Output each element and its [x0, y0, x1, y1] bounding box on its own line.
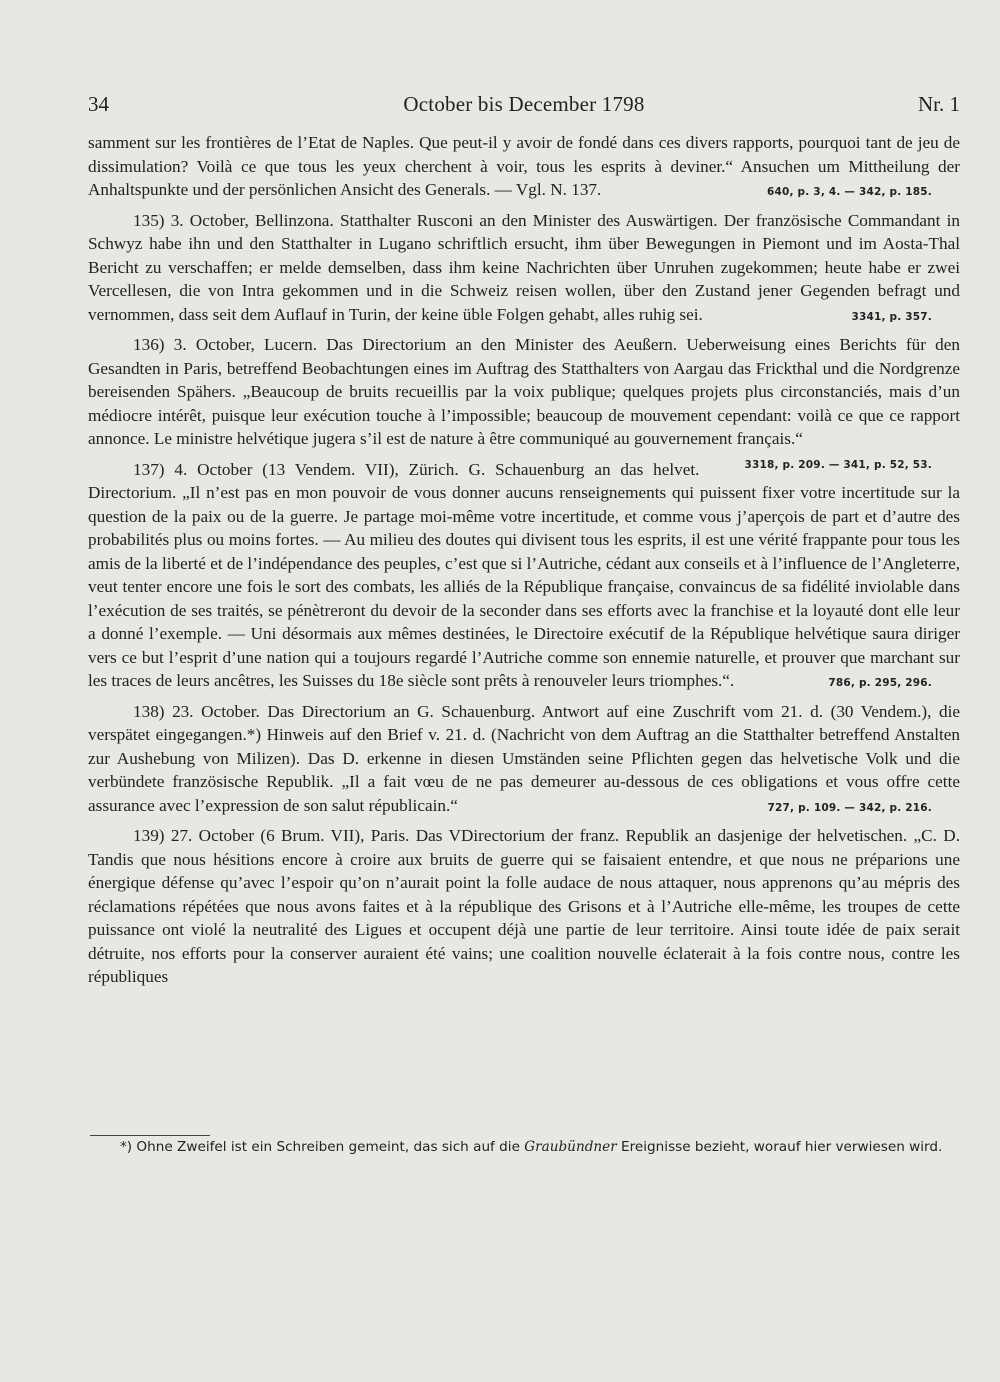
- volume-number: Nr. 1: [918, 92, 960, 116]
- page-header: [88, 92, 960, 122]
- footnote-suffix: Ereignisse bezieht, worauf hier verwiesen wird.: [621, 1139, 943, 1155]
- archive-reference: 3318, p. 209. — 341, p. 52, 53.: [744, 458, 932, 471]
- entry-137: [88, 458, 960, 693]
- paragraph-text: 137) 4. October (13 Vendem. VII), Zürich. G. Schauenburg an das helvet. Directorium. „Il n’est pas en mon pouvoir de vous donner aucuns renseignements qui puissent fixer votre incertitude sur la question de la paix ou de la guerre. Je partage moi-même votre incertitude, et comme vous j’aperçois de part et d’autre des probabilités plus ou moins fortes. — Au milieu des doutes qui divisent tous les esprits, il est une vérité frappante pour tous les amis de la liberté et de l’indépendance des peuples, c’est que si l’Autriche, cédant aux conseils et à l’influence de l’Angleterre, veut tenter encore une fois le sort des combats, les alliés de la République française, convaincus de sa fidélité inviolable dans l’exécution de ses traités, se pénètreront du devoir de la seconder dans ses efforts avec la franchise et la loyauté dont elle leur a donné l’exemple. — Uni désormais aux mêmes destinées, le Directoire exécutif de la République helvétique saura diriger vers ce but l’esprit d’une nation qui a toujours regardé l’Autriche comme son ennemie naturelle, et prouver que marchant sur les traces de leurs ancêtres, les Suisses du 18e siècle sont prêts à renouveler leurs triomphes.“.: [88, 459, 960, 690]
- archive-reference: 640, p. 3, 4. — 342, p. 185.: [766, 186, 932, 198]
- running-title: October bis December 1798: [403, 92, 645, 116]
- entry-136: [88, 333, 960, 471]
- paragraph-text: 138) 23. October. Das Directorium an G. Schauenburg. Antwort auf eine Zuschrift vom 21. d. (30 Vendem.), die verspätet eingegangen.*) Hinweis auf den Brief v. 21. d. (Nachricht von dem Auftrag an die Statthalter betreffend Anstalten zur Aushebung von Milizen). Das D. erkenne in diesen Umständen seine Pflichten gegen das helvetische Volk und die verbündete französische Republik. „Il a fait vœu de ne pas demeurer au-dessous de ces obligations et vous offre cette assurance avec l’expression de son salut républicain.“: [88, 701, 960, 815]
- footnote-prefix: *) Ohne Zweifel ist ein Schreiben gemeint, das sich auf die: [120, 1139, 520, 1155]
- entry-139: [88, 824, 960, 989]
- paragraph-text: 136) 3. October, Lucern. Das Directorium an den Minister des Aeußern. Ueberweisung eines Berichts für den Gesandten in Paris, betreffend Beobachtungen eines im Auftrag des Statthalters von Aargau das Frickthal und die Nordgrenze bereisenden Spähers. „Beaucoup de bruits recueillis par la voix publique; quelques projets plus circonstanciés, mais d’un médiocre intérêt, puisque leur exécution touche à l’impossible; beaucoup de mouvement cependant: voilà ce que ce rapport annonce. Le ministre helvétique jugera s’il est de nature à être communiqué au gouvernement français.“: [88, 335, 960, 448]
- page-body: [88, 131, 960, 989]
- footnote-emphasis: Graubündner: [524, 1139, 617, 1155]
- paragraph-text: 135) 3. October, Bellinzona. Statthalter Rusconi an den Minister des Auswärtigen. Der französische Commandant in Schwyz habe ihn und den Statthalter in Lugano schriftlich ersucht, ihm über Bewegungen in Piemont und im Aosta-Thal Bericht zu verschaffen; er melde demselben, dass ihm keine Nachrichten über Unruhen zugekommen; heute habe er zwei Vercellesen, die von Intra gekommen und in die Schweiz reisen wollen, über den Zustand jener Gegenden befragt und vernommen, dass seit dem Auflauf in Turin, der keine üble Folgen gehabt, alles ruhig sei.: [88, 210, 960, 324]
- paragraph-text: samment sur les frontières de l’Etat de Naples. Que peut-il y avoir de fondé dans ces divers rapports, pourquoi tant de jeu de dissimulation? Voilà ce que tous les yeux cherchent à voir, tous les esprits à deviner.“ Ansuchen um Mittheilung der Anhaltspunkte und der persönlichen Ansicht des Generals. — Vgl. N. 137.: [88, 133, 960, 199]
- entry-138: [88, 700, 960, 818]
- entry-135: [88, 209, 960, 327]
- page-number: 34: [88, 92, 109, 116]
- archive-reference: 3341, p. 357.: [851, 310, 932, 323]
- archive-reference: 786, p. 295, 296.: [828, 677, 932, 689]
- archive-reference: 727, p. 109. — 342, p. 216.: [767, 801, 932, 814]
- footnote: [120, 1137, 970, 1157]
- paragraph-text: 139) 27. October (6 Brum. VII), Paris. Das VDirectorium der franz. Republik an dasjenige der helvetischen. „C. D. Tandis que nous hésitions encore à croire aux bruits de guerre qui se faisaient entendre, et que nous ne préparions une énergique défense qu’avec l’espoir qu’on n’aurait point la folle audace de nous attaquer, nous apprenons qu’au mépris des réclamations répétées que nous avons faites et à la république des Grisons et à l’Autriche elle-même, les troupes de cette puissance ont violé la neutralité des Ligues et occupent déjà une partie de leur territoire. Ainsi toute idée de paix serait détruite, nos efforts pour la conserver auraient été vains; une coalition nouvelle éclaterait à la fois contre nous, contre les républiques: [88, 826, 960, 986]
- continuation-paragraph: [88, 131, 960, 202]
- footnote-rule: [90, 1135, 210, 1136]
